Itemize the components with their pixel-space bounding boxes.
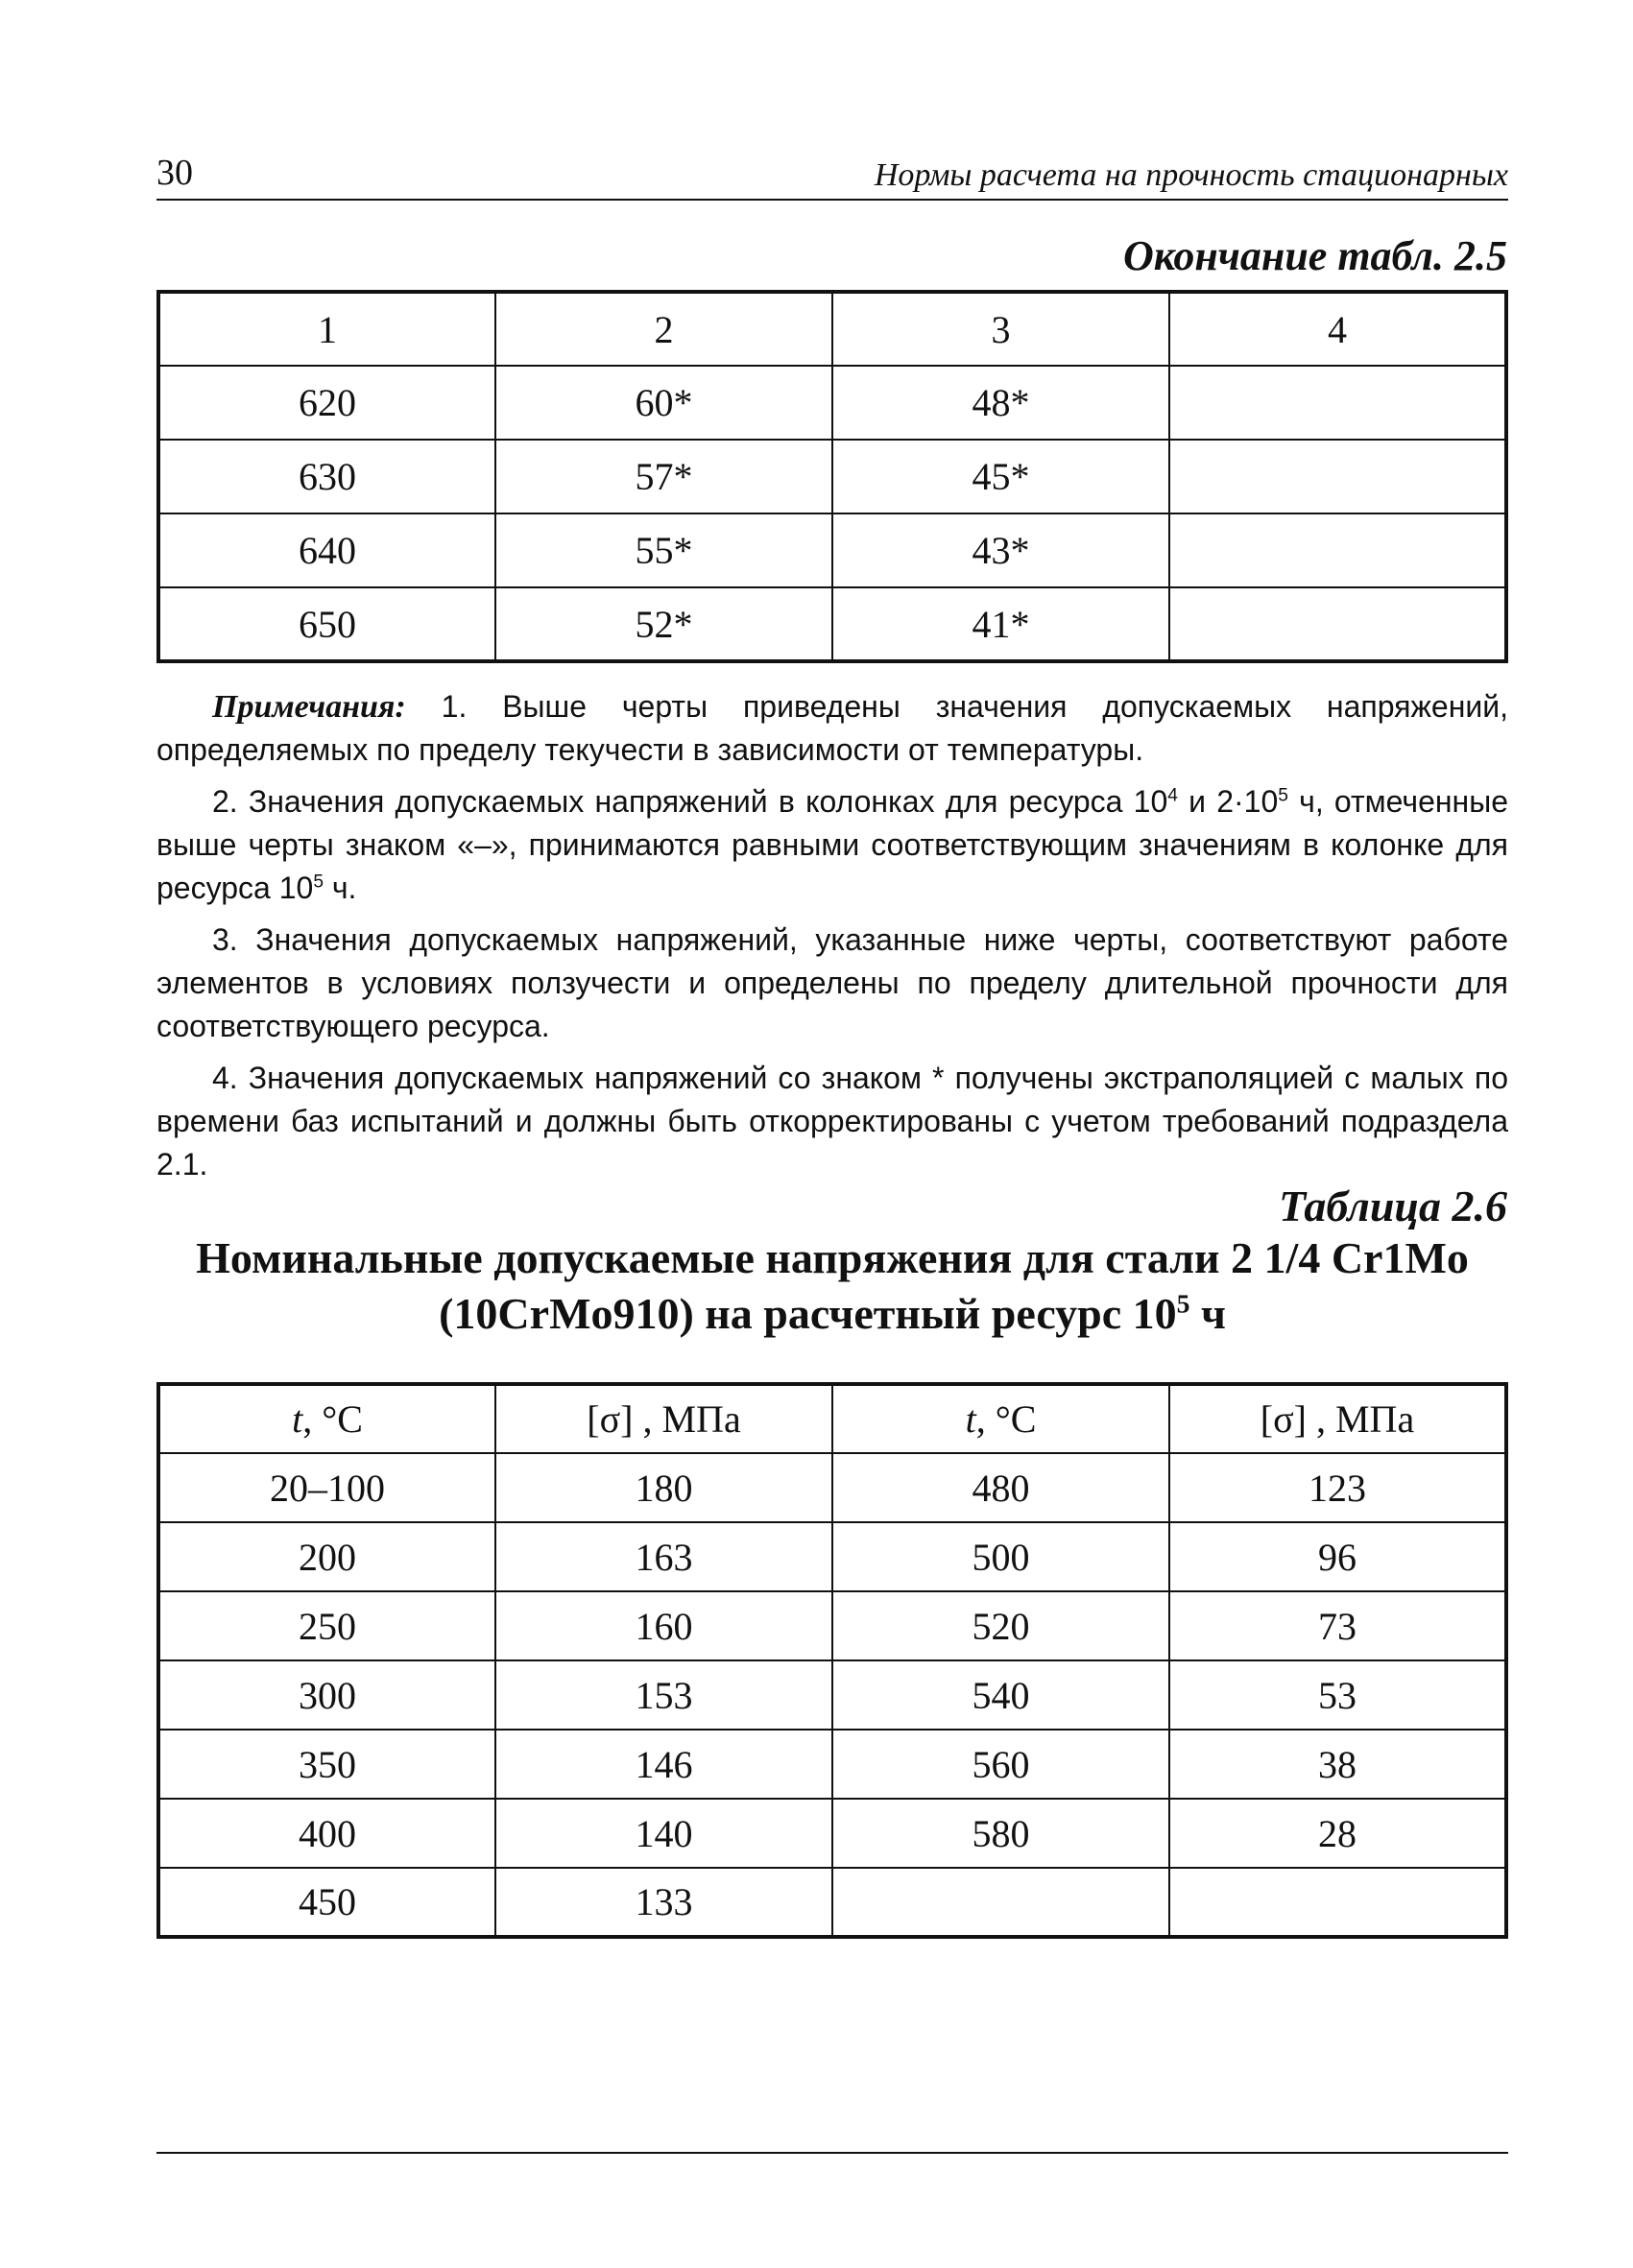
- table-row-cell-3: 41*: [832, 587, 1169, 661]
- header-row-cell-4: 4: [1169, 292, 1506, 366]
- table-row-cell-4: [1169, 513, 1506, 587]
- table-row-cell-3: 560: [832, 1730, 1169, 1799]
- note-2-sup-1: 4: [1167, 785, 1178, 806]
- note-2-sup-3: 5: [313, 871, 324, 893]
- table-row-cell-1: 250: [158, 1591, 495, 1660]
- header-row-cell-3: 3: [832, 292, 1169, 366]
- table-row-cell-1: 350: [158, 1730, 495, 1799]
- note-1-text: 1. Выше черты приведены значения допускаемых напряжений, определяемых по пределу текучести в зависимости от температуры.: [156, 689, 1509, 767]
- header-row-cell-3: t, °C: [832, 1384, 1169, 1453]
- table-row: [158, 1591, 1506, 1660]
- table-row-cell-2: 57*: [495, 440, 832, 513]
- table-row: [158, 1730, 1506, 1799]
- table-2-5-end: [156, 290, 1508, 663]
- table-row-cell-4: 73: [1169, 1591, 1506, 1660]
- table-row-cell-3: 480: [832, 1453, 1169, 1522]
- table-row-cell-2: 52*: [495, 587, 832, 661]
- table-row-cell-1: 640: [158, 513, 495, 587]
- table-row-cell-1: 200: [158, 1522, 495, 1591]
- header-row: [158, 292, 1506, 366]
- table-row-cell-1: 620: [158, 366, 495, 440]
- table-row-cell-4: 38: [1169, 1730, 1506, 1799]
- table-row-cell-4: 28: [1169, 1799, 1506, 1868]
- table-row: [158, 1453, 1506, 1522]
- table-row-cell-1: 20–100: [158, 1453, 495, 1522]
- header-row-cell-4: [σ] , МПа: [1169, 1384, 1506, 1453]
- table-2-6-title-line-2: [156, 1286, 1508, 1342]
- notes-section: [156, 685, 1508, 1195]
- notes-label: Примечания:: [212, 689, 406, 725]
- table-row-cell-1: 400: [158, 1799, 495, 1868]
- table-2-5-caption: Окончание табл. 2.5: [1122, 232, 1507, 279]
- table-row-cell-4: 53: [1169, 1660, 1506, 1730]
- note-2-text-b: и 2·10: [1177, 784, 1279, 819]
- table-row-cell-4: 96: [1169, 1522, 1506, 1591]
- note-3: 3. Значения допускаемых напряжений, указанные ниже черты, соответствуют работе элементов в условиях ползучести и определены по пределу длительной прочности для соответствующего ресурса.: [156, 922, 1508, 1043]
- table-row: [158, 366, 1506, 440]
- table-row: [158, 1799, 1506, 1868]
- table-row-cell-2: 160: [495, 1591, 832, 1660]
- footer-rule: [156, 2152, 1508, 2154]
- note-1: [156, 685, 1508, 772]
- table-row-cell-2: 180: [495, 1453, 832, 1522]
- table-2-6: [156, 1382, 1508, 1939]
- note-2-text-a: 2. Значения допускаемых напряжений в колонках для ресурса 10: [212, 784, 1168, 819]
- title-line-2-unit: ч: [1189, 1289, 1226, 1338]
- header-rule: [156, 199, 1508, 201]
- header-row: [158, 1384, 1506, 1453]
- table-row-cell-1: 300: [158, 1660, 495, 1730]
- table-row-cell-3: 500: [832, 1522, 1169, 1591]
- table-row-cell-3: 580: [832, 1799, 1169, 1868]
- page-number: 30: [156, 153, 193, 193]
- header-row-cell-1: t, °C: [158, 1384, 495, 1453]
- table-row-cell-3: 43*: [832, 513, 1169, 587]
- table-row-cell-2: 133: [495, 1868, 832, 1937]
- table-2-6-title-line-1: Номинальные допускаемые напряжения для стали 2 1/4 Cr1Mo: [196, 1233, 1469, 1282]
- table-row-cell-4: [1169, 440, 1506, 513]
- table-row-cell-2: 55*: [495, 513, 832, 587]
- table-row-cell-3: 540: [832, 1660, 1169, 1730]
- table-row-cell-1: 450: [158, 1868, 495, 1937]
- title-line-2-sup: 5: [1176, 1288, 1190, 1319]
- table-row-cell-2: 140: [495, 1799, 832, 1868]
- table-row-cell-1: 630: [158, 440, 495, 513]
- temperature-symbol: t: [292, 1397, 303, 1441]
- table-row-cell-4: [1169, 1868, 1506, 1937]
- table-row-cell-2: 163: [495, 1522, 832, 1591]
- table-row-cell-2: 60*: [495, 366, 832, 440]
- table-row: [158, 440, 1506, 513]
- table-row-cell-1: 650: [158, 587, 495, 661]
- running-title: Нормы расчета на прочность стационарных: [874, 157, 1508, 193]
- note-2-text-d: ч.: [323, 871, 357, 905]
- header-row-cell-2: 2: [495, 292, 832, 366]
- note-2-sup-2: 5: [1278, 785, 1288, 806]
- header-row-cell-2: [σ] , МПа: [495, 1384, 832, 1453]
- table-row-cell-2: 153: [495, 1660, 832, 1730]
- table-row-cell-4: [1169, 366, 1506, 440]
- temperature-symbol: t: [965, 1397, 976, 1441]
- table-row-cell-3: 45*: [832, 440, 1169, 513]
- note-2-text-c: ч, отмеченные выше черты знаком «–», принимаются равными соответствующим значениям в колонке для ресурса 10: [156, 784, 1509, 905]
- table-row-cell-3: 48*: [832, 366, 1169, 440]
- table-row-cell-4: 123: [1169, 1453, 1506, 1522]
- table-row-cell-4: [1169, 587, 1506, 661]
- title-line-2-text: (10CrMo910) на расчетный ресурс 10: [439, 1289, 1177, 1338]
- note-2: [156, 780, 1508, 910]
- table-row-cell-3: 520: [832, 1591, 1169, 1660]
- table-row-cell-2: 146: [495, 1730, 832, 1799]
- table-row: [158, 1660, 1506, 1730]
- table-row-cell-3: [832, 1868, 1169, 1937]
- table-row: [158, 1868, 1506, 1937]
- table-row: [158, 587, 1506, 661]
- table-2-6-title: [156, 1230, 1508, 1342]
- table-row: [158, 1522, 1506, 1591]
- table-2-6-caption: Таблица 2.6: [1278, 1182, 1507, 1230]
- table-row: [158, 513, 1506, 587]
- header-row-cell-1: 1: [158, 292, 495, 366]
- note-4: 4. Значения допускаемых напряжений со знаком * получены экстраполяцией с малых по времени баз испытаний и должны быть откорректированы с учетом требований подраздела 2.1.: [156, 1061, 1508, 1182]
